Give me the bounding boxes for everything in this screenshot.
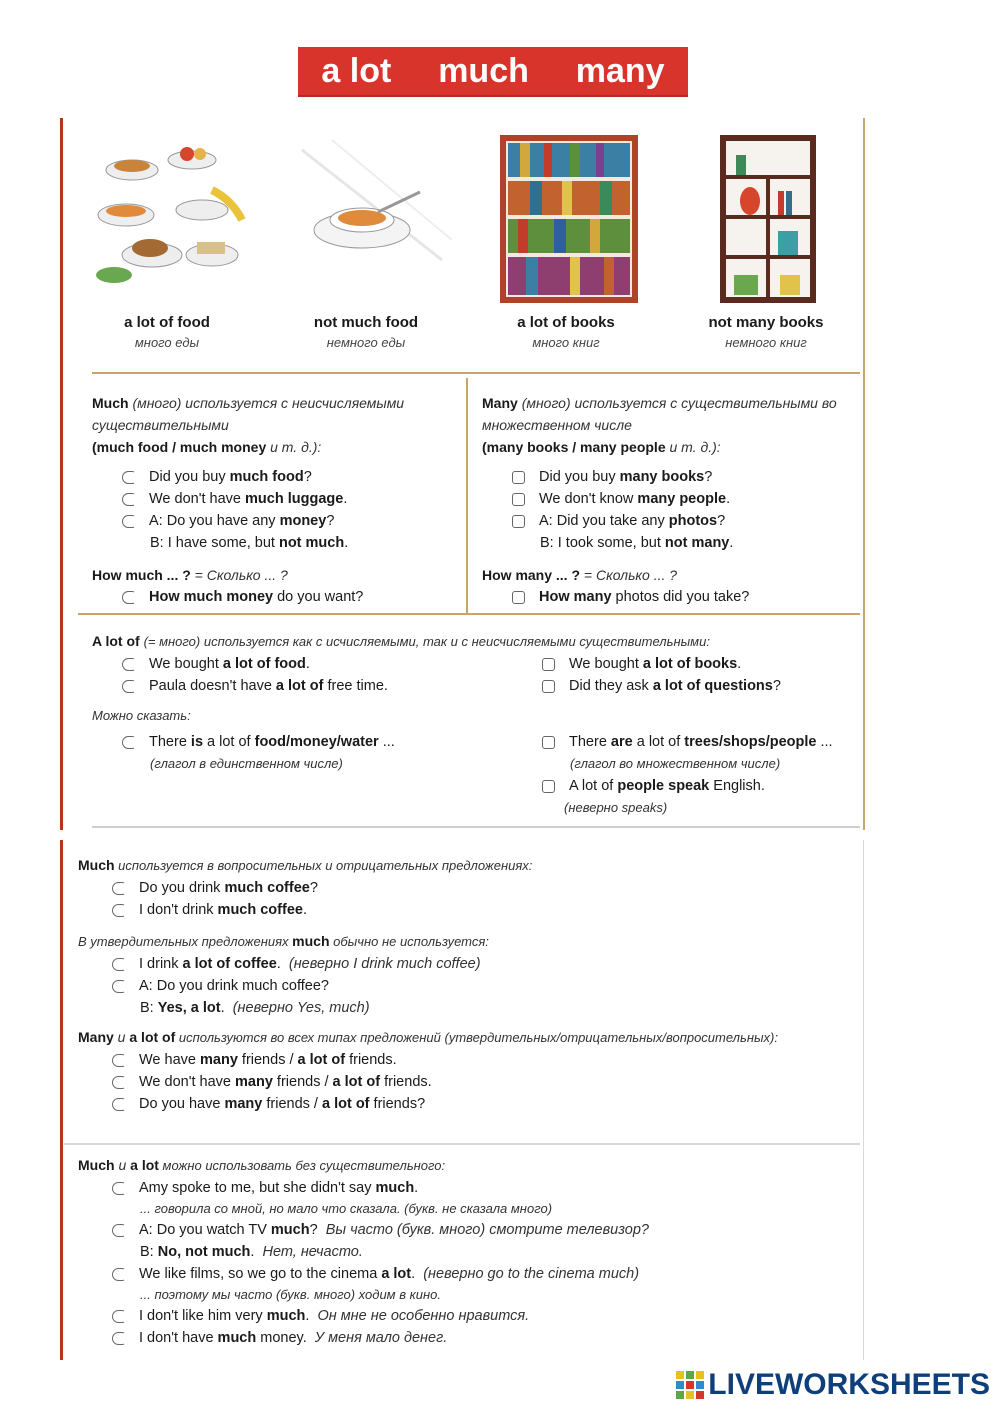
bullet-icon	[112, 1224, 125, 1237]
many-rule-examples: (many books / many people	[482, 439, 666, 455]
caption-3	[466, 314, 666, 350]
many-rule	[482, 392, 852, 458]
caption-1-ru: много еды	[134, 335, 200, 350]
bullet-icon	[122, 591, 135, 604]
caption-2-ru: немного еды	[326, 335, 406, 350]
sec1-example-1: Do you drink much coffee?	[112, 877, 848, 899]
sec3-example-2: We don't have many friends / a lot of friends.	[112, 1071, 848, 1093]
people-speak-note: (неверно speaks)	[564, 800, 668, 815]
there-are-note: (глагол во множественном числе)	[570, 756, 781, 771]
liveworksheets-logo[interactable]	[676, 1368, 990, 1402]
sec4-example-1: Amy spoke to me, but she didn't say much.	[112, 1177, 848, 1199]
caption-1-en: a lot of food	[124, 314, 210, 331]
people-speak-example: A lot of people speak English.	[542, 775, 833, 797]
divider-a-lot	[78, 613, 860, 615]
sec4-example-5: I don't like him very much. Он мне не особенно нравится.	[112, 1305, 848, 1327]
bullet-icon	[512, 515, 525, 528]
many-example-4: B: I took some, but not many.	[540, 535, 734, 551]
much-rule	[92, 392, 457, 458]
bullet-icon	[542, 780, 555, 793]
bullet-icon	[542, 658, 555, 671]
divider-lower	[64, 1143, 860, 1145]
title-much: much	[438, 51, 529, 90]
bullet-icon	[112, 882, 125, 895]
sec2-example-2: A: Do you drink much coffee?	[112, 975, 848, 997]
many-rule-tail: и т. д.):	[669, 439, 721, 455]
bullet-icon	[122, 515, 135, 528]
how-many-rule: How many ... ? = Сколько ... ?	[482, 567, 678, 583]
sparse-bookshelf-image	[720, 135, 816, 303]
bullet-icon	[112, 1332, 125, 1345]
bullet-icon	[122, 658, 135, 671]
a-lot-of-rule: A lot of (= много) используется как с исчисляемыми, так и с неисчисляемыми существительными:	[92, 633, 710, 649]
full-bookshelf-image	[500, 135, 638, 303]
caption-4-en: not many books	[708, 314, 824, 331]
bullet-icon	[112, 1076, 125, 1089]
sec2-example-1: I drink a lot of coffee. (неверно I drink much coffee)	[112, 953, 848, 975]
bullet-icon	[112, 980, 125, 993]
title-a-lot: a lot	[321, 51, 392, 90]
a-lot-of-box	[92, 630, 852, 819]
bullet-icon	[122, 736, 135, 749]
many-rule-word: Many	[482, 395, 518, 411]
bullet-icon	[542, 680, 555, 693]
section-many-a-lot-of	[78, 1026, 848, 1115]
how-many-example: How many photos did you take?	[482, 586, 852, 608]
a-lot-right-example-2: Did they ask a lot of questions?	[542, 675, 781, 697]
there-are-example: There are a lot of trees/shops/people ...	[542, 731, 833, 753]
much-rule-examples: (much food / much money	[92, 439, 267, 455]
many-example-2: We don't know many people.	[512, 488, 852, 510]
soup-bowl-image	[292, 140, 452, 270]
much-example-4: B: I have some, but not much.	[150, 535, 349, 551]
title-many: many	[575, 51, 665, 90]
section-much-questions	[78, 854, 848, 921]
food-plates-image	[92, 130, 248, 290]
bullet-icon	[122, 471, 135, 484]
caption-2-en: not much food	[313, 314, 419, 331]
much-rule-ru: (много) используется с неисчисляемыми существительными	[92, 395, 405, 433]
how-much-rule: How much ... ? = Сколько ... ?	[92, 567, 288, 583]
many-example-3: A: Did you take any photos?	[512, 510, 852, 532]
sec4-example-3: B: No, not much. Нет, нечасто.	[140, 1244, 363, 1260]
many-example-1: Did you buy many books?	[512, 466, 852, 488]
bullet-icon	[122, 680, 135, 693]
sec3-example-3: Do you have many friends / a lot of friends?	[112, 1093, 848, 1115]
much-example-2: We don't have much luggage.	[122, 488, 457, 510]
page-title	[298, 47, 688, 95]
divider-upper-bottom	[92, 826, 860, 828]
much-box	[92, 392, 457, 608]
caption-3-en: a lot of books	[517, 314, 615, 331]
many-box	[482, 392, 852, 608]
much-example-1: Did you buy much food?	[122, 466, 457, 488]
caption-1	[67, 314, 267, 350]
how-much-example: How much money do you want?	[92, 586, 457, 608]
caption-4-ru: немного книг	[725, 335, 807, 350]
sec2-rule: В утвердительных предложениях much обычно не используется:	[78, 933, 489, 949]
there-is-example: There is a lot of food/money/water ...	[122, 731, 512, 753]
bullet-icon	[112, 1054, 125, 1067]
bullet-icon	[112, 1310, 125, 1323]
a-lot-left-example-2: Paula doesn't have a lot of free time.	[122, 675, 512, 697]
sec4-note-1: ... говорила со мной, но мало что сказала. (букв. не сказала много)	[140, 1201, 553, 1216]
sec3-example-1: We have many friends / a lot of friends.	[112, 1049, 848, 1071]
sec4-example-6: I don't have much money. У меня мало денег.	[112, 1327, 848, 1349]
sec4-example-2: A: Do you watch TV much? Вы часто (букв. много) смотрите телевизор?	[112, 1219, 848, 1241]
bullet-icon	[112, 1182, 125, 1195]
bullet-icon	[112, 1268, 125, 1281]
divider-much-many	[466, 378, 468, 614]
sec3-rule: Many и a lot of используются во всех типах предложений (утвердительных/отрицательных/вопросительных):	[78, 1029, 778, 1045]
many-rule-ru: (много) используется с существительными во множественном числе	[482, 395, 837, 433]
logo-text: LIVEWORKSHEETS	[708, 1368, 990, 1401]
bullet-icon	[112, 904, 125, 917]
caption-3-ru: много книг	[532, 335, 600, 350]
there-is-note: (глагол в единственном числе)	[150, 756, 343, 771]
caption-4	[666, 314, 866, 350]
sec1-rule: Much используется в вопросительных и отрицательных предложениях:	[78, 857, 533, 873]
sec2-example-3: B: Yes, a lot. (неверно Yes, much)	[140, 1000, 370, 1016]
can-say-label: Можно сказать:	[92, 708, 191, 723]
logo-icon	[676, 1371, 704, 1399]
bullet-icon	[112, 1098, 125, 1111]
sec4-example-4: We like films, so we go to the cinema a lot. (неверно go to the cinema much)	[112, 1263, 848, 1285]
much-rule-word: Much	[92, 395, 129, 411]
bullet-icon	[512, 591, 525, 604]
section-without-noun	[78, 1154, 848, 1349]
sec4-note-4: ... поэтому мы часто (букв. много) ходим в кино.	[140, 1287, 441, 1302]
sec4-rule: Much и a lot можно использовать без существительного:	[78, 1157, 446, 1173]
much-example-3: A: Do you have any money?	[122, 510, 457, 532]
a-lot-right-example-1: We bought a lot of books.	[542, 653, 781, 675]
section-much-affirmative	[78, 930, 848, 1019]
bullet-icon	[512, 493, 525, 506]
sec1-example-2: I don't drink much coffee.	[112, 899, 848, 921]
divider-pictures	[92, 372, 860, 374]
a-lot-left-example-1: We bought a lot of food.	[122, 653, 512, 675]
bullet-icon	[512, 471, 525, 484]
bullet-icon	[542, 736, 555, 749]
bullet-icon	[112, 958, 125, 971]
caption-2	[266, 314, 466, 350]
bullet-icon	[122, 493, 135, 506]
much-rule-tail: и т. д.):	[270, 439, 322, 455]
